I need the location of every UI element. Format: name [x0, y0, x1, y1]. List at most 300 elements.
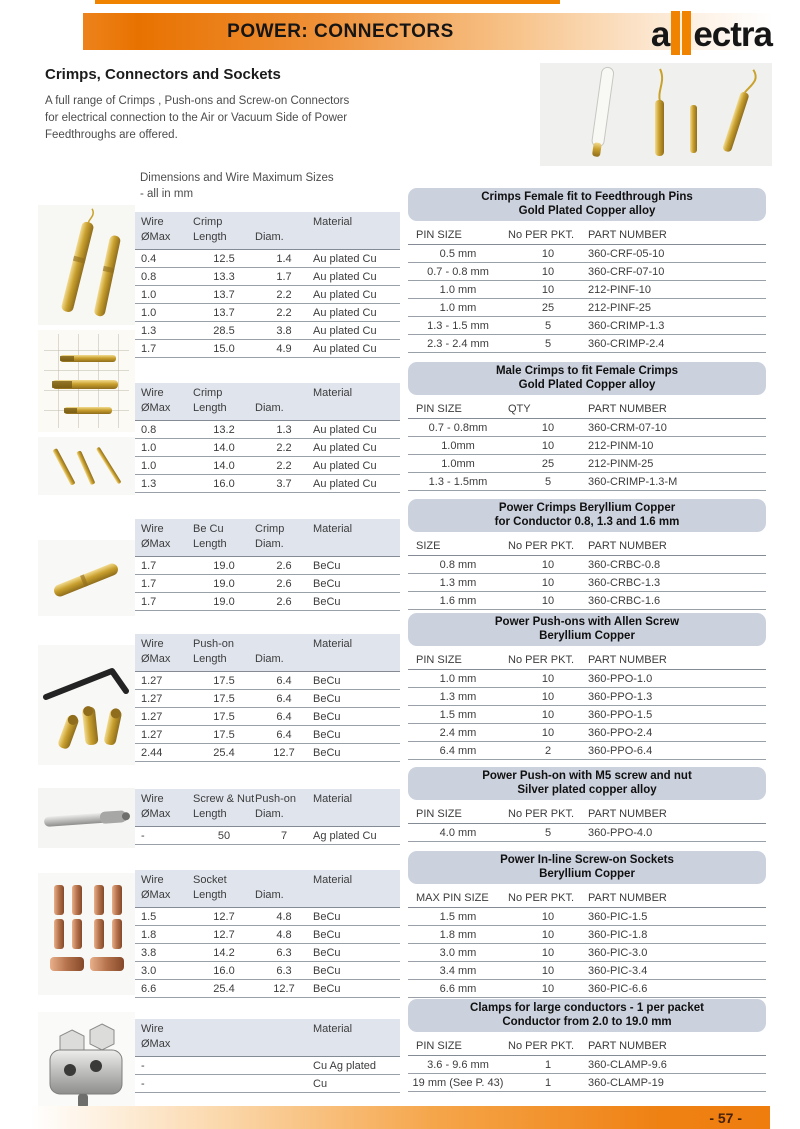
table-cell: 212-PINM-25 [588, 458, 654, 470]
sockets-dims-table [135, 870, 400, 998]
column-header: QTY [508, 403, 531, 415]
power-pushons-allen-table [408, 613, 766, 760]
table-row [408, 824, 766, 842]
column-header: ØMax [141, 653, 171, 665]
table-header-row [135, 215, 400, 230]
table-title-line: for Conductor 0.8, 1.3 and 1.6 mm [494, 516, 680, 528]
clamps-table [408, 999, 766, 1092]
table-row [408, 944, 766, 962]
table-cell: Au plated Cu [313, 424, 377, 436]
table-cell: 10 [541, 673, 555, 685]
table-cell: BeCu [313, 675, 341, 687]
column-header [313, 1037, 400, 1052]
table-title [408, 188, 766, 221]
table-cell: BeCu [313, 929, 341, 941]
column-header: Screw & Nut [193, 793, 255, 805]
table-cell: 10 [541, 709, 555, 721]
column-header: Material [313, 1023, 353, 1035]
table-row [135, 926, 400, 944]
table-row [408, 742, 766, 760]
table-cell: 360-CRBC-0.8 [588, 559, 661, 571]
table-cell: 360-PIC-1.5 [588, 911, 648, 923]
photo-illustration [38, 873, 135, 995]
table-cell: 2.6 [276, 560, 292, 572]
table-row [408, 455, 766, 473]
table-header [135, 634, 400, 672]
table-cell: BeCu [313, 965, 341, 977]
table-cell: 360-PIC-1.8 [588, 929, 648, 941]
table-cell: 4.8 [276, 911, 292, 923]
table-cell: 13.7 [213, 289, 235, 301]
table-cell: 14.0 [213, 442, 235, 454]
table-cell: 2 [544, 745, 552, 757]
column-header: ØMax [141, 889, 171, 901]
top-edge-strip [95, 0, 560, 4]
table-cell: 360-CRIMP-1.3 [588, 320, 665, 332]
table-cell: Ag plated Cu [313, 830, 377, 842]
table-cell: 15.0 [213, 343, 235, 355]
column-header: Material [313, 216, 353, 228]
table-cell: 360-CRBC-1.6 [588, 595, 661, 607]
table-row [408, 419, 766, 437]
table-cell: 1.4 [276, 253, 292, 265]
table-row [408, 281, 766, 299]
table-cell: BeCu [313, 729, 341, 741]
table-cell: Au plated Cu [313, 325, 377, 337]
table-cell: 360-CRF-05-10 [588, 248, 665, 260]
table-cell: 2.2 [276, 307, 292, 319]
table-row [408, 473, 766, 491]
table-cell: 1.6 mm [439, 595, 477, 607]
table-row [135, 286, 400, 304]
column-header: MAX PIN SIZE [416, 892, 489, 904]
column-header: ØMax [141, 402, 171, 414]
table-cell: 1.7 [141, 560, 157, 572]
table-row [135, 944, 400, 962]
crimps-female-table [408, 188, 766, 353]
table-cell: 2.6 [276, 578, 292, 590]
table-cell: 2.3 - 2.4 mm [427, 338, 489, 350]
table-cell: 1.0 [141, 442, 157, 454]
table-cell: 360-PIC-3.4 [588, 965, 648, 977]
table-cell: 12.7 [273, 983, 295, 995]
table-cell: 212-PINM-10 [588, 440, 654, 452]
allectra-logo [651, 11, 772, 55]
table-cell: 1.3 - 1.5 mm [427, 320, 489, 332]
table-title-line: Gold Plated Copper alloy [518, 379, 656, 391]
table-row [135, 268, 400, 286]
column-header [255, 1037, 313, 1052]
column-header: PART NUMBER [588, 403, 667, 415]
column-header [255, 386, 313, 401]
table-cell: Au plated Cu [313, 289, 377, 301]
table-row [408, 437, 766, 455]
table-cell: 10 [541, 965, 555, 977]
conductor-clamp-photo [38, 1012, 135, 1115]
dims-note-line: Dimensions and Wire Maximum Sizes [140, 172, 334, 184]
table-row [135, 1075, 400, 1093]
column-header: Material [313, 523, 353, 535]
table-header-row [135, 386, 400, 401]
table-cell: BeCu [313, 560, 341, 572]
table-title [408, 851, 766, 884]
power-pushon-m5-table [408, 767, 766, 842]
table-cell: BeCu [313, 693, 341, 705]
table-row [408, 980, 766, 998]
column-header: Be Cu [193, 523, 224, 535]
table-cell: 10 [541, 947, 555, 959]
table-row [408, 1074, 766, 1092]
table-cell: 10 [541, 691, 555, 703]
m5-pushon-dims-table [135, 789, 400, 845]
crimps-female-dims-table [135, 212, 400, 358]
table-cell: 1.7 [141, 578, 157, 590]
table-header-row [135, 1037, 400, 1052]
table-row [408, 335, 766, 353]
table-cell: 1.7 [141, 596, 157, 608]
column-header: PART NUMBER [588, 229, 667, 241]
table-cell: Au plated Cu [313, 442, 377, 454]
dims-note-line: - all in mm [140, 188, 194, 200]
column-header: PART NUMBER [588, 892, 667, 904]
table-cell: 12.7 [273, 747, 295, 759]
column-header: Length [193, 808, 227, 820]
table-cell: 17.5 [213, 711, 235, 723]
intro-paragraph [45, 93, 349, 144]
hero-photo-illustration [540, 63, 772, 166]
table-row [135, 250, 400, 268]
table-row [135, 827, 400, 845]
table-cell: 3.0 mm [439, 947, 477, 959]
table-cell: 4.9 [276, 343, 292, 355]
table-row [135, 962, 400, 980]
photo-illustration [38, 437, 135, 495]
table-cell: 19.0 [213, 578, 235, 590]
becu-crimps-dims-table [135, 519, 400, 611]
table-cell: 19 mm (See P. 43) [412, 1077, 504, 1089]
table-cell: BeCu [313, 578, 341, 590]
column-header [255, 1022, 313, 1037]
table-cell: 1.0mm [441, 458, 475, 470]
table-cell: 3.4 mm [439, 965, 477, 977]
column-header: Length [193, 538, 227, 550]
column-header: PART NUMBER [588, 540, 667, 552]
table-cell: 360-CRIMP-2.4 [588, 338, 665, 350]
table-cell: - [141, 1078, 145, 1090]
table-row [135, 575, 400, 593]
column-header: Material [313, 387, 353, 399]
table-cell: 16.0 [213, 965, 235, 977]
table-title-line: Power In-line Screw-on Sockets [500, 854, 674, 866]
column-header: No PER PKT. [508, 229, 575, 241]
table-header [135, 519, 400, 557]
table-cell: 1.7 [276, 271, 292, 283]
table-cell: Cu [313, 1078, 328, 1090]
table-cell: 28.5 [213, 325, 235, 337]
table-row [408, 574, 766, 592]
table-cell: 360-CLAMP-19 [588, 1077, 664, 1089]
table-title-line: Crimps Female fit to Feedthrough Pins [481, 191, 693, 203]
logo-text-left: a [650, 15, 670, 54]
photo-illustration [38, 1012, 135, 1115]
table-title-line: Power Push-ons with Allen Screw [494, 616, 680, 628]
table-header [408, 225, 766, 245]
column-header: No PER PKT. [508, 1040, 575, 1052]
gold-female-crimps-photo [38, 205, 135, 325]
table-title-line: Silver plated copper alloy [517, 784, 657, 796]
table-row [135, 439, 400, 457]
column-header: PART NUMBER [588, 654, 667, 666]
male-crimps-dims-table [135, 383, 400, 493]
table-cell: 1.5 mm [439, 709, 477, 721]
table-cell: 17.5 [213, 693, 235, 705]
column-header: PIN SIZE [416, 654, 462, 666]
table-cell: 2.6 [276, 596, 292, 608]
table-title [408, 613, 766, 646]
table-title [408, 499, 766, 532]
table-cell: 3.8 [276, 325, 292, 337]
photo-illustration [38, 330, 135, 432]
table-cell: 1.0 mm [439, 284, 477, 296]
table-row [408, 263, 766, 281]
table-cell: 1 [544, 1077, 552, 1089]
column-header: No PER PKT. [508, 892, 575, 904]
table-header-row [135, 522, 400, 537]
table-cell [255, 1075, 313, 1092]
table-title-line: Beryllium Copper [539, 630, 635, 642]
table-row [408, 706, 766, 724]
table-cell: 50 [217, 830, 231, 842]
column-header: Length [193, 653, 227, 665]
table-cell: 360-PIC-6.6 [588, 983, 648, 995]
footer-bar [30, 1106, 770, 1129]
table-header-row [135, 792, 400, 807]
table-cell: 25 [541, 458, 555, 470]
table-cell: 360-CRIMP-1.3-M [588, 476, 678, 488]
table-cell: 0.8 [141, 271, 157, 283]
table-cell: 25.4 [213, 747, 235, 759]
column-header: Push-on [255, 793, 296, 805]
column-header: Diam. [255, 889, 284, 901]
column-header: No PER PKT. [508, 808, 575, 820]
table-cell: 6.4 [276, 711, 292, 723]
table-row [408, 299, 766, 317]
table-cell: 10 [541, 577, 555, 589]
table-cell: 10 [541, 248, 555, 260]
table-header [408, 888, 766, 908]
table-cell: 360-CRBC-1.3 [588, 577, 661, 589]
table-cell: 6.4 [276, 675, 292, 687]
column-header: Diam. [255, 808, 284, 820]
table-header-row [135, 637, 400, 652]
column-header: Wire [141, 793, 164, 805]
table-cell: 13.7 [213, 307, 235, 319]
table-row [408, 245, 766, 263]
table-cell: BeCu [313, 747, 341, 759]
table-title-line: Power Push-on with M5 screw and nut [482, 770, 692, 782]
table-cell: 6.4 mm [439, 745, 477, 757]
table-cell: BeCu [313, 596, 341, 608]
table-row [408, 317, 766, 335]
table-row [408, 962, 766, 980]
column-header: Diam. [255, 402, 284, 414]
table-cell: 0.7 - 0.8mm [428, 422, 488, 434]
inline-screw-sockets-photo [38, 873, 135, 995]
table-header-row [135, 1022, 400, 1037]
table-cell: 1.3 [276, 424, 292, 436]
table-cell: Au plated Cu [313, 307, 377, 319]
table-row [135, 557, 400, 575]
table-cell: 5 [544, 476, 552, 488]
small-crimp-pins-photo [38, 437, 135, 495]
table-cell: 12.7 [213, 929, 235, 941]
becu-crimp-photo [38, 540, 135, 616]
power-crimps-becu-table [408, 499, 766, 610]
table-row [135, 672, 400, 690]
table-title-line: Beryllium Copper [539, 868, 635, 880]
section-title: Crimps, Connectors and Sockets [45, 66, 281, 83]
table-header-row [135, 888, 400, 903]
table-header [408, 399, 766, 419]
table-cell: 10 [541, 727, 555, 739]
table-cell: 12.5 [213, 253, 235, 265]
column-header: PART NUMBER [588, 808, 667, 820]
table-cell: 10 [541, 911, 555, 923]
page-title: POWER: CONNECTORS [227, 21, 454, 42]
table-cell: 19.0 [213, 560, 235, 572]
table-title-line: Conductor from 2.0 to 19.0 mm [502, 1016, 672, 1028]
table-cell: 6.6 mm [439, 983, 477, 995]
table-cell: 1.7 [141, 343, 157, 355]
column-header: Push-on [193, 638, 234, 650]
pushons-dims-table [135, 634, 400, 762]
table-cell: 13.3 [213, 271, 235, 283]
column-header [313, 401, 400, 416]
logo-bar-icon [671, 11, 680, 55]
column-header: Material [313, 874, 353, 886]
table-row [135, 1057, 400, 1075]
table-cell: 5 [544, 338, 552, 350]
table-row [135, 744, 400, 762]
table-row [408, 1056, 766, 1074]
male-crimps-on-grid-photo [38, 330, 135, 432]
table-header [135, 789, 400, 827]
table-cell: 3.7 [276, 478, 292, 490]
table-title-line: Power Crimps Beryllium Copper [498, 502, 676, 514]
table-cell: 1.0 [141, 307, 157, 319]
column-header: Wire [141, 1023, 164, 1035]
table-cell: 1.8 [141, 929, 157, 941]
table-header [408, 650, 766, 670]
table-cell: 25.4 [213, 983, 235, 995]
table-cell [255, 1057, 313, 1074]
table-cell: 6.6 [141, 983, 157, 995]
table-cell: 360-CRF-07-10 [588, 266, 665, 278]
table-row [135, 304, 400, 322]
intro-line: Feedthroughs are offered. [45, 129, 178, 141]
column-header: Crimp [255, 523, 285, 535]
table-cell: 0.8 [141, 424, 157, 436]
table-cell: BeCu [313, 983, 341, 995]
table-cell: 2.2 [276, 289, 292, 301]
table-cell: 10 [541, 266, 555, 278]
column-header: Length [193, 402, 227, 414]
table-row [408, 556, 766, 574]
table-cell: Cu Ag plated [313, 1060, 376, 1072]
dimensions-note [140, 170, 334, 202]
inline-screwon-sockets-table [408, 851, 766, 998]
photo-illustration [38, 645, 135, 765]
table-header-row [135, 401, 400, 416]
column-header: PIN SIZE [416, 229, 462, 241]
table-cell: 7 [280, 830, 288, 842]
table-cell: 360-PPO-2.4 [588, 727, 653, 739]
push-ons-with-allen-key-photo [38, 645, 135, 765]
column-header [313, 652, 400, 667]
column-header: Wire [141, 216, 164, 228]
column-header: Length [193, 231, 227, 243]
table-cell: 3.0 [141, 965, 157, 977]
column-header: PIN SIZE [416, 403, 462, 415]
table-cell: 1.0 mm [439, 302, 477, 314]
table-cell: 1.0mm [441, 440, 475, 452]
table-row [408, 926, 766, 944]
table-cell: 10 [541, 595, 555, 607]
table-cell: 16.0 [213, 478, 235, 490]
table-title [408, 999, 766, 1032]
table-cell: BeCu [313, 947, 341, 959]
table-row [135, 708, 400, 726]
table-header-row [135, 807, 400, 822]
table-cell: 10 [541, 284, 555, 296]
table-cell: 0.8 mm [439, 559, 477, 571]
table-cell: 2.2 [276, 460, 292, 472]
table-cell: 1.27 [141, 693, 163, 705]
column-header: ØMax [141, 1038, 171, 1050]
column-header: Material [313, 793, 353, 805]
table-cell: 1.0 [141, 289, 157, 301]
assorted-connectors-hero-photo [540, 63, 772, 166]
page-number: - 57 - [709, 1109, 742, 1126]
table-cell: 6.3 [276, 947, 292, 959]
column-header [313, 807, 400, 822]
table-cell: 1.3 [141, 478, 157, 490]
table-row [408, 670, 766, 688]
table-cell: 212-PINF-10 [588, 284, 651, 296]
table-cell: - [141, 1060, 145, 1072]
table-cell: 10 [541, 440, 555, 452]
column-header [193, 1037, 255, 1052]
table-cell: 360-PIC-3.0 [588, 947, 648, 959]
column-header: Wire [141, 874, 164, 886]
table-cell: Au plated Cu [313, 253, 377, 265]
table-cell: 4.8 [276, 929, 292, 941]
table-cell [193, 1075, 255, 1092]
table-header-row [135, 652, 400, 667]
column-header: Wire [141, 638, 164, 650]
table-row [135, 475, 400, 493]
table-cell: 360-PPO-1.5 [588, 709, 653, 721]
table-cell: 1.3 mm [439, 577, 477, 589]
table-cell: 0.5 mm [439, 248, 477, 260]
table-title [408, 767, 766, 800]
table-cell: 2.2 [276, 442, 292, 454]
table-title [408, 362, 766, 395]
table-row [135, 690, 400, 708]
table-cell: 360-PPO-1.3 [588, 691, 653, 703]
table-header [408, 804, 766, 824]
table-cell: 14.2 [213, 947, 235, 959]
